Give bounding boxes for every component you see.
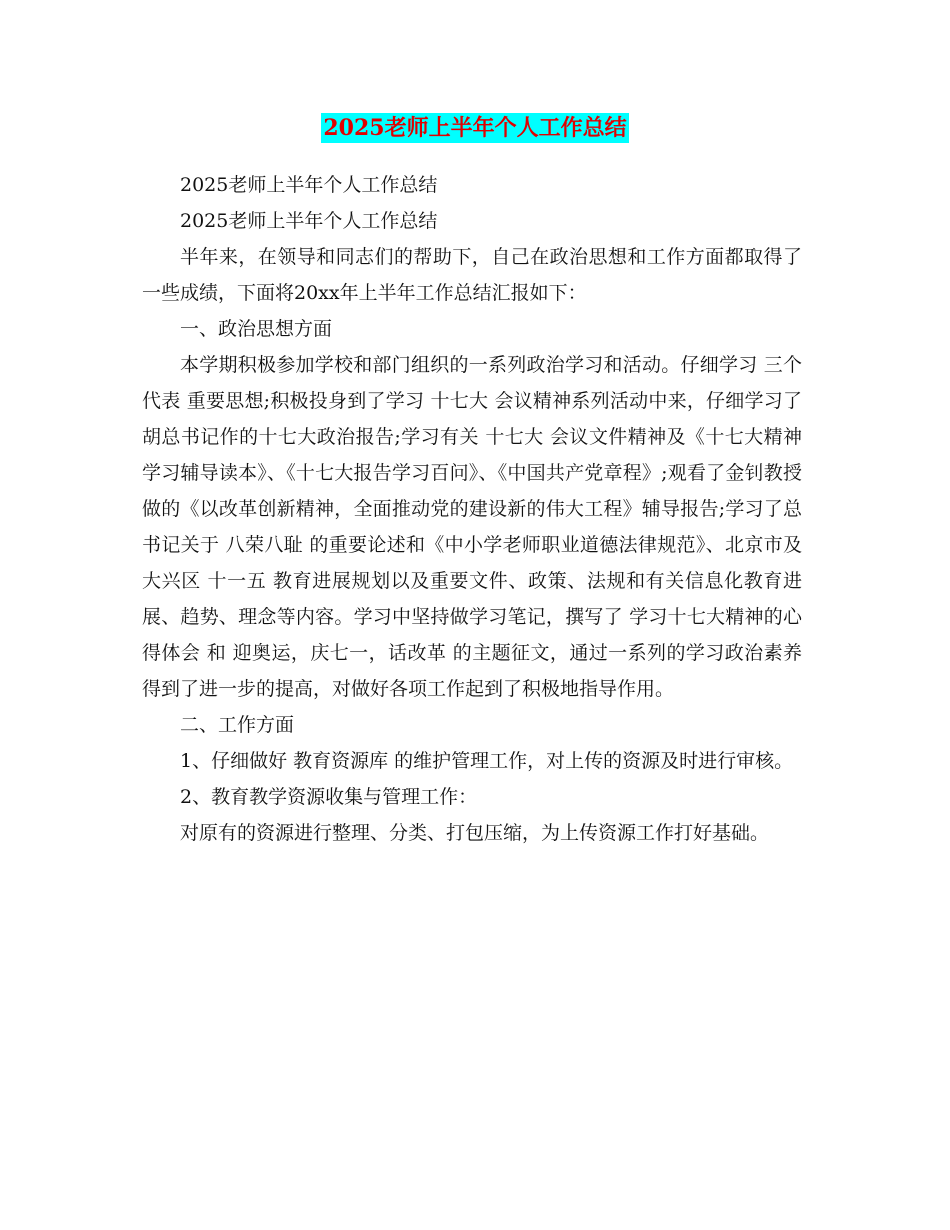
title-container — [0, 113, 950, 143]
section-heading-political: 一、政治思想方面 — [180, 318, 333, 340]
paragraph-intro: 半年来，在领导和同志们的帮助下，自己在政治思想和工作方面都取得了一些成绩，下面将20xx年上半年工作总结汇报如下： — [142, 246, 802, 304]
document-body — [142, 167, 802, 851]
document-title: 2025老师上半年个人工作总结 — [323, 115, 627, 141]
section-heading-work: 二、工作方面 — [180, 714, 295, 736]
paragraph-work-1: 1、仔细做好 教育资源库 的维护管理工作，对上传的资源及时进行审核。 — [180, 750, 794, 772]
paragraph-subtitle-2: 2025老师上半年个人工作总结 — [180, 210, 438, 232]
paragraph-work-3: 对原有的资源进行整理、分类、打包压缩，为上传资源工作打好基础。 — [180, 822, 770, 844]
paragraph-subtitle-1: 2025老师上半年个人工作总结 — [180, 174, 438, 196]
paragraph-political: 本学期积极参加学校和部门组织的一系列政治学习和活动。仔细学习 三个代表 重要思想;积极投身到了学习 十七大 会议精神系列活动中来，仔细学习了胡总书记作的十七大政治报告;学习有关 十七大 会议文件精神及《十七大精神学习辅导读本》、《十七大报告学习百问》、《中国共产党章程》;观看了金钊教授做的《以改革创新精神，全面推动党的建设新的伟大工程》辅导报告;学习了总书记关于 八荣八耻 的重要论述和《中小学老师职业道德法律规范》、北京市及大兴区 十一五 教育进展规划以及重要文件、政策、法规和有关信息化教育进展、趋势、理念等内容。学习中坚持做学习笔记，撰写了 学习十七大精神的心得体会 和 迎奥运，庆七一，话改革 的主题征文，通过一系列的学习政治素养得到了进一步的提高，对做好各项工作起到了积极地指导作用。 — [142, 354, 802, 700]
paragraph-work-2: 2、教育教学资源收集与管理工作： — [180, 786, 478, 808]
